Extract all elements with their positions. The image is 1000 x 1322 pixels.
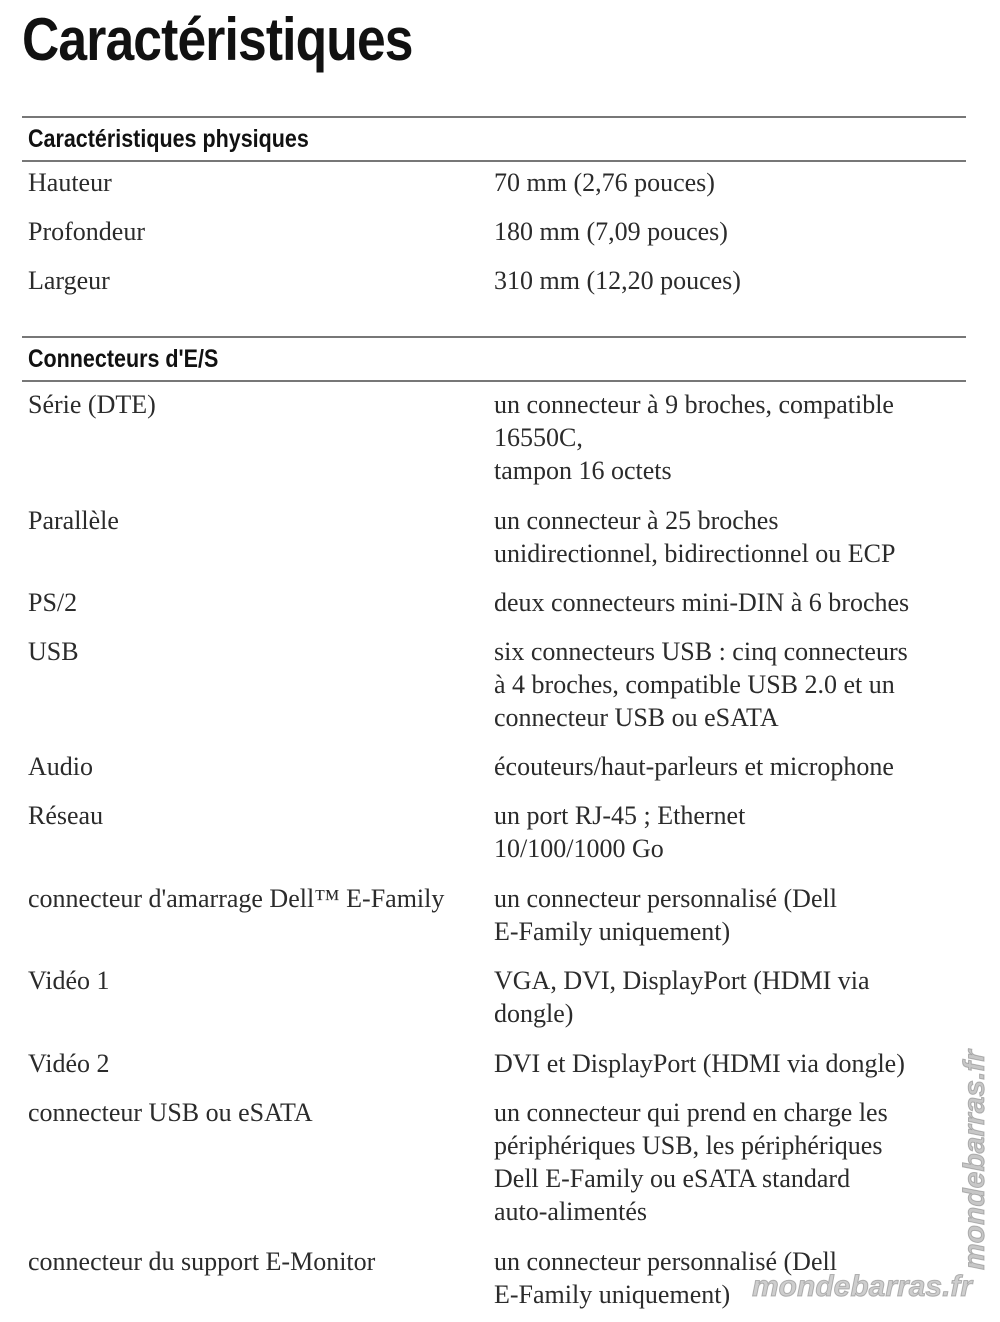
spec-label: Audio	[28, 752, 93, 781]
spec-value-line: périphériques USB, les périphériques	[494, 1131, 883, 1160]
section-physical	[22, 116, 966, 313]
spec-value	[494, 799, 966, 882]
spec-label: Vidéo 2	[28, 1049, 110, 1078]
spec-row-profondeur	[22, 215, 966, 264]
spec-label: Profondeur	[28, 217, 145, 246]
spec-value-line: VGA, DVI, DisplayPort (HDMI via	[494, 966, 870, 995]
section-heading	[22, 336, 966, 382]
spec-row-hauteur	[22, 166, 966, 215]
spec-row-ps2	[22, 586, 966, 635]
spec-value	[494, 504, 966, 586]
spec-label: PS/2	[28, 588, 78, 617]
spec-row-audio	[22, 750, 966, 799]
spec-value	[494, 586, 966, 635]
spec-value-line: E-Family uniquement)	[494, 917, 731, 946]
spec-label: Parallèle	[28, 506, 119, 535]
spec-label: connecteur du support E-Monitor	[28, 1247, 376, 1276]
spec-value-line: écouteurs/haut-parleurs et microphone	[494, 752, 894, 781]
spec-value	[494, 264, 966, 313]
spec-value-line: Dell E-Family ou eSATA standard	[494, 1164, 851, 1193]
spec-row-parallele	[22, 504, 966, 586]
spec-row-serie	[22, 388, 966, 504]
spec-value-line: un connecteur personnalisé (Dell	[494, 1247, 837, 1276]
section-heading-text: Caractéristiques physiques	[28, 124, 309, 153]
spec-value	[494, 1047, 966, 1096]
watermark-horizontal: mondebarras.fr	[752, 1270, 973, 1303]
spec-label: Vidéo 1	[28, 966, 110, 995]
spec-value-line: auto-alimentés	[494, 1197, 648, 1226]
spec-value-line: six connecteurs USB : cinq connecteurs	[494, 637, 908, 666]
section-heading-text: Connecteurs d'E/S	[28, 344, 219, 373]
watermark-vertical: mondebarras.fr	[958, 1049, 991, 1270]
spec-value-line: 10/100/1000 Go	[494, 834, 664, 863]
spec-value-line: un connecteur personnalisé (Dell	[494, 884, 837, 913]
spec-value-line: unidirectionnel, bidirectionnel ou ECP	[494, 539, 896, 568]
spec-rows	[22, 162, 966, 313]
spec-value-line: 180 mm (7,09 pouces)	[494, 217, 728, 246]
spec-label: Série (DTE)	[28, 390, 156, 419]
spec-value-line: un port RJ-45 ; Ethernet	[494, 801, 746, 830]
spec-row-video1	[22, 964, 966, 1047]
spec-value-line: à 4 broches, compatible USB 2.0 et un	[494, 670, 895, 699]
section-io-connectors	[22, 336, 966, 1315]
page-title: Caractéristiques	[22, 6, 413, 73]
spec-value	[494, 388, 966, 504]
spec-value-line: un connecteur qui prend en charge les	[494, 1098, 888, 1127]
spec-label: connecteur d'amarrage Dell™ E-Family	[28, 884, 445, 913]
spec-value	[494, 635, 966, 750]
spec-value-line: DVI et DisplayPort (HDMI via dongle)	[494, 1049, 905, 1078]
spec-value-line: 310 mm (12,20 pouces)	[494, 266, 741, 295]
spec-value-line: un connecteur à 9 broches, compatible	[494, 390, 894, 419]
spec-value	[494, 882, 966, 964]
section-heading	[22, 116, 966, 162]
spec-value-line: 70 mm (2,76 pouces)	[494, 168, 715, 197]
spec-rows	[22, 382, 966, 1315]
spec-row-reseau	[22, 799, 966, 882]
spec-value	[494, 750, 966, 799]
spec-value-line: dongle)	[494, 999, 574, 1028]
spec-row-video2	[22, 1047, 966, 1096]
spec-label: Largeur	[28, 266, 110, 295]
spec-value-line: deux connecteurs mini-DIN à 6 broches	[494, 588, 910, 617]
spec-label: USB	[28, 637, 79, 666]
spec-row-largeur	[22, 264, 966, 313]
spec-value-line: connecteur USB ou eSATA	[494, 703, 779, 732]
spec-label: Réseau	[28, 801, 104, 830]
spec-value	[494, 964, 966, 1047]
spec-row-amarrage	[22, 882, 966, 964]
spec-value-line: 16550C,	[494, 423, 583, 452]
spec-value	[494, 166, 966, 215]
spec-value-line: tampon 16 octets	[494, 456, 672, 485]
spec-label: connecteur USB ou eSATA	[28, 1098, 313, 1127]
spec-row-usb	[22, 635, 966, 750]
spec-row-usb-esata	[22, 1096, 966, 1245]
spec-label: Hauteur	[28, 168, 112, 197]
spec-value	[494, 1096, 966, 1245]
spec-value	[494, 215, 966, 264]
spec-value-line: E-Family uniquement)	[494, 1280, 731, 1309]
spec-value-line: un connecteur à 25 broches	[494, 506, 779, 535]
